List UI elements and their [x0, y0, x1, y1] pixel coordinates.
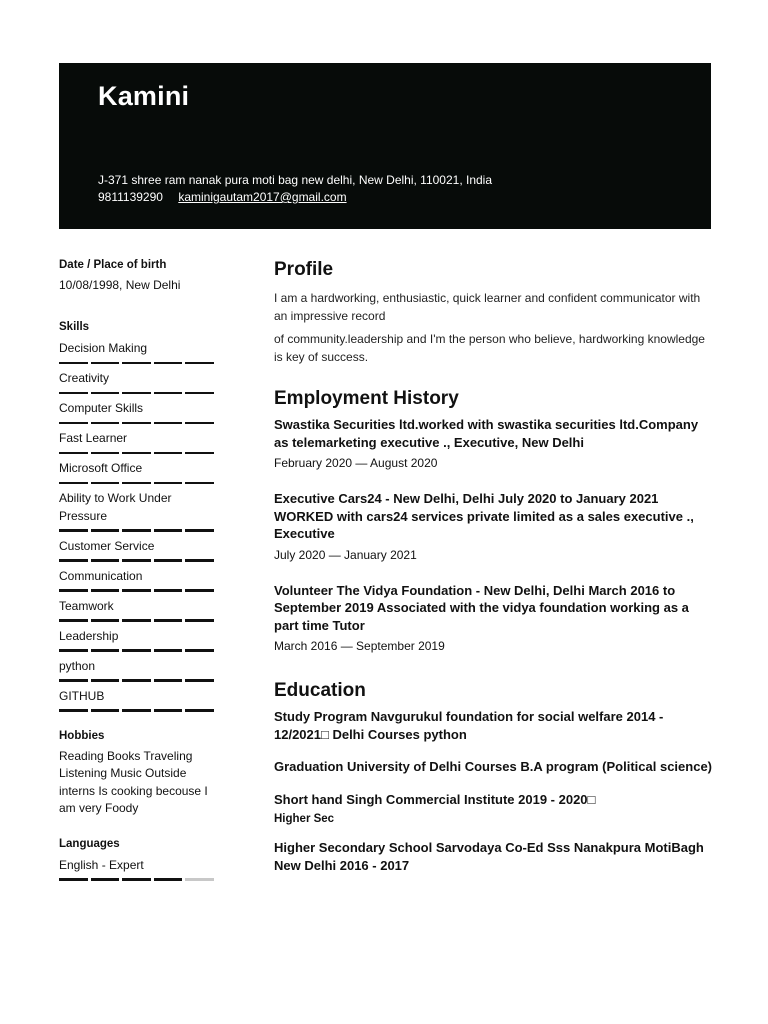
level-segment	[91, 679, 120, 682]
level-segment	[59, 392, 88, 395]
education-heading: Education	[274, 680, 366, 701]
level-bar	[59, 422, 219, 425]
language-item-label: English - Expert	[59, 857, 144, 872]
dob-section	[59, 257, 219, 319]
level-segment	[185, 362, 214, 365]
level-segment	[91, 452, 120, 455]
sidebar	[59, 257, 219, 887]
hobbies-heading: Hobbies	[59, 729, 105, 742]
level-segment	[59, 362, 88, 365]
level-segment	[154, 362, 183, 365]
languages-section	[59, 836, 219, 881]
email-link[interactable]: kaminigautam2017@gmail.com	[178, 190, 347, 204]
level-segment	[154, 422, 183, 425]
level-segment	[59, 878, 88, 881]
level-segment	[185, 619, 214, 622]
resume-header	[59, 63, 711, 229]
employment-item	[274, 582, 714, 656]
level-segment	[154, 559, 183, 562]
level-segment	[154, 619, 183, 622]
skills-list	[59, 340, 219, 712]
profile-section	[274, 258, 714, 366]
level-segment	[122, 619, 151, 622]
hobbies-section	[59, 728, 219, 818]
level-segment	[91, 529, 120, 532]
skill-item	[59, 658, 219, 682]
level-bar	[59, 649, 219, 652]
level-segment	[154, 392, 183, 395]
skill-item-label: Decision Making	[59, 341, 148, 355]
level-bar	[59, 559, 219, 562]
level-bar	[59, 482, 219, 485]
level-segment	[122, 422, 151, 425]
level-bar	[59, 679, 219, 682]
skill-item	[59, 568, 219, 592]
level-segment	[122, 392, 151, 395]
level-bar	[59, 529, 219, 532]
employment-heading: Employment History	[274, 388, 459, 409]
level-segment	[122, 452, 151, 455]
level-segment	[185, 709, 214, 712]
skill-item-label: Microsoft Office	[59, 461, 143, 475]
level-segment	[185, 589, 214, 592]
skill-item-label: Communication	[59, 568, 143, 583]
skill-item-label: GITHUB	[59, 688, 105, 703]
employment-section	[274, 387, 714, 655]
level-segment	[122, 559, 151, 562]
dob-heading: Date / Place of birth	[59, 259, 167, 271]
level-segment	[59, 529, 88, 532]
hobbies-text: Reading Books Traveling Listening Music Outside interns Is cooking becouse I am very Foody	[59, 748, 208, 815]
level-segment	[59, 589, 88, 592]
level-segment	[122, 482, 151, 485]
level-segment	[154, 679, 183, 682]
level-segment	[91, 709, 120, 712]
level-bar	[59, 619, 219, 622]
level-segment	[59, 679, 88, 682]
skill-item	[59, 598, 219, 622]
skill-item	[59, 340, 219, 364]
level-segment	[185, 452, 214, 455]
education-item	[274, 708, 714, 743]
job-dates: February 2020 — August 2020	[274, 456, 438, 470]
skill-item-label: Computer Skills	[59, 401, 144, 415]
profile-paragraph: of community.leadership and I'm the person who believe, hardworking knowledge is key of success.	[274, 332, 705, 364]
level-bar	[59, 362, 219, 365]
level-segment	[185, 422, 214, 425]
level-segment	[59, 709, 88, 712]
employment-item	[274, 416, 714, 472]
level-segment	[122, 679, 151, 682]
level-segment	[185, 559, 214, 562]
level-segment	[91, 362, 120, 365]
level-segment	[59, 452, 88, 455]
level-segment	[185, 482, 214, 485]
skill-item	[59, 688, 219, 712]
skills-heading: Skills	[59, 321, 90, 333]
education-item	[274, 758, 714, 776]
education-subtitle: Higher Sec	[274, 813, 335, 825]
level-segment	[59, 619, 88, 622]
level-segment	[59, 422, 88, 425]
level-segment	[91, 422, 120, 425]
level-segment	[122, 649, 151, 652]
level-segment	[185, 878, 214, 881]
education-title: Study Program Navgurukul foundation for social welfare 2014 - 12/2021□ Delhi Courses python	[274, 709, 664, 742]
skill-item	[59, 538, 219, 562]
dob-value: 10/08/1998, New Delhi	[59, 278, 181, 292]
job-title: Volunteer The Vidya Foundation - New Delhi, Delhi March 2016 to September 2019 Associated with the vidya foundation working as a part time Tutor	[274, 582, 689, 633]
level-segment	[122, 529, 151, 532]
level-segment	[185, 392, 214, 395]
skill-item	[59, 490, 219, 532]
skill-item-label: python	[59, 658, 96, 673]
education-title: Graduation University of Delhi Courses B.A program (Political science)	[274, 759, 713, 774]
profile-paragraph: I am a hardworking, enthusiastic, quick learner and confident communicator with an impressive record	[274, 291, 701, 323]
level-segment	[91, 589, 120, 592]
languages-heading: Languages	[59, 837, 120, 850]
level-segment	[91, 392, 120, 395]
level-bar	[59, 878, 219, 881]
level-bar	[59, 392, 219, 395]
skill-item-label: Leadership	[59, 628, 119, 643]
level-segment	[185, 529, 214, 532]
skill-item-label: Teamwork	[59, 598, 114, 613]
employment-item	[274, 490, 714, 564]
languages-list	[59, 857, 219, 881]
level-segment	[154, 709, 183, 712]
level-segment	[122, 589, 151, 592]
level-segment	[91, 878, 120, 881]
profile-heading: Profile	[274, 259, 334, 280]
level-segment	[154, 452, 183, 455]
level-segment	[185, 649, 214, 652]
level-bar	[59, 452, 219, 455]
level-segment	[154, 649, 183, 652]
main-content	[274, 258, 714, 874]
skill-item	[59, 400, 219, 424]
level-segment	[122, 709, 151, 712]
level-segment	[91, 619, 120, 622]
language-item	[59, 857, 219, 881]
level-segment	[91, 482, 120, 485]
skill-item	[59, 628, 219, 652]
education-item	[274, 839, 714, 874]
level-bar	[59, 589, 219, 592]
level-segment	[59, 559, 88, 562]
level-segment	[185, 679, 214, 682]
education-title: Higher Secondary School Sarvodaya Co-Ed Sss Nanakpura MotiBagh New Delhi 2016 - 2017	[274, 840, 704, 873]
skill-item	[59, 460, 219, 484]
level-bar	[59, 709, 219, 712]
level-segment	[59, 482, 88, 485]
level-segment	[91, 559, 120, 562]
level-segment	[154, 482, 183, 485]
level-segment	[154, 589, 183, 592]
education-title: Short hand Singh Commercial Institute 2019 - 2020□	[274, 791, 596, 807]
level-segment	[154, 529, 183, 532]
level-segment	[91, 649, 120, 652]
skill-item-label: Ability to Work Under Pressure	[59, 491, 172, 523]
candidate-name: Kamini	[98, 81, 190, 111]
level-segment	[59, 649, 88, 652]
level-segment	[122, 362, 151, 365]
skill-item-label: Fast Learner	[59, 431, 128, 445]
level-segment	[154, 878, 183, 881]
job-dates: July 2020 — January 2021	[274, 547, 417, 562]
contact-line	[98, 190, 347, 204]
skill-item-label: Customer Service	[59, 538, 155, 553]
education-section	[274, 679, 714, 874]
education-item	[274, 791, 714, 828]
level-segment	[122, 878, 151, 881]
address: J-371 shree ram nanak pura moti bag new delhi, New Delhi, 110021, India	[98, 173, 493, 187]
skill-item	[59, 430, 219, 454]
phone-number: 9811139290	[98, 190, 163, 204]
job-title: Swastika Securities ltd.worked with swastika securities ltd.Company as telemarketing executive ., Executive, New Delhi	[274, 417, 699, 450]
skill-item	[59, 370, 219, 394]
job-dates: March 2016 — September 2019	[274, 639, 445, 653]
job-title: Executive Cars24 - New Delhi, Delhi July 2020 to January 2021 WORKED with cars24 services private limited as a sales executive ., Executive	[274, 491, 694, 541]
skill-item-label: Creativity	[59, 371, 110, 385]
